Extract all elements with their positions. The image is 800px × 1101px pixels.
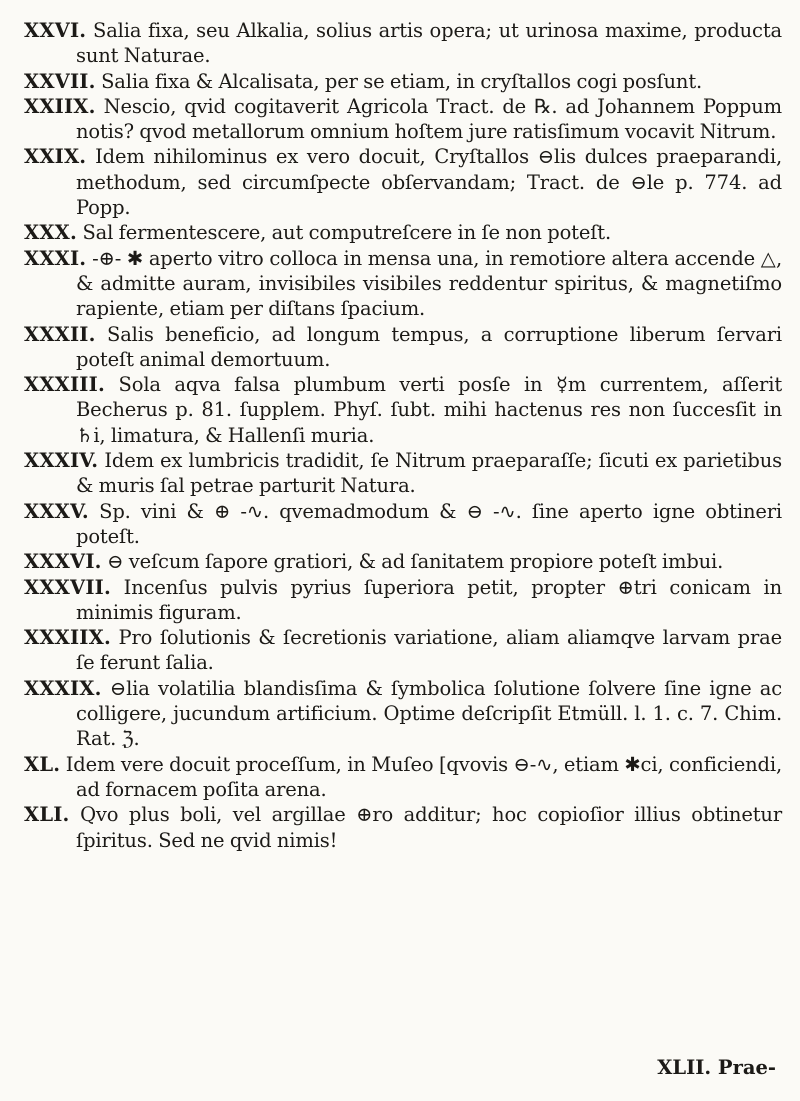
thesis-text: Idem vere docuit proceſſum, in Muſeo [qvovis ⊖-∿, etiam ✱ci, conficiendi, ad fornacem poſita arena.: [65, 752, 782, 801]
thesis-text: Idem ex lumbricis tradidit, ſe Nitrum praeparaſſe; ſicuti ex parietibus & muris ſal petrae parturit Natura.: [76, 449, 782, 498]
thesis-number: XXXIIX.: [24, 626, 111, 650]
thesis-number: XXVII.: [24, 69, 96, 93]
thesis-number: XXX.: [24, 221, 77, 245]
thesis-number: XXXI.: [24, 246, 87, 270]
thesis-item: [24, 752, 782, 803]
thesis-item: [24, 802, 782, 853]
thesis-text: -⊕- ✱ aperto vitro colloca in mensa una, in remotiore altera accende △, & admitte auram, invisibiles visibiles reddentur spiritus, & magnetiſmo rapiente, etiam per diſtans ſpacium.: [76, 246, 783, 321]
thesis-item: [24, 220, 782, 245]
thesis-item: [24, 499, 782, 550]
thesis-item: [24, 625, 782, 676]
thesis-number: XXXV.: [24, 499, 89, 523]
thesis-number: XLI.: [24, 803, 70, 827]
thesis-item: [24, 575, 782, 626]
thesis-text: Idem nihilominus ex vero docuit, Cryſtallos ⊖lis dulces praeparandi, methodum, sed circumſpecte obſervandam; Tract. de ⊖le p. 774. ad Popp.: [76, 145, 782, 220]
thesis-item: [24, 372, 782, 448]
thesis-text: ⊖lia volatilia blandisſima & ſymbolica ſolutione ſolvere ſine igne ac colligere, jucundum artificium. Optime deſcripſit Etmüll. l. 1. c. 7. Chim. Rat. ℨ.: [76, 676, 783, 751]
thesis-number: XL.: [24, 752, 61, 776]
thesis-item: [24, 322, 782, 373]
catchword: XLII. Prae-: [657, 1056, 776, 1079]
thesis-number: XXXIII.: [24, 373, 105, 397]
thesis-text: Salia fixa & Alcalisata, per se etiam, in cryſtallos cogi posſunt.: [101, 69, 703, 93]
thesis-text: ⊖ veſcum ſapore gratiori, & ad ſanitatem propiore poteſt imbui.: [107, 550, 724, 574]
thesis-number: XXXIX.: [24, 676, 102, 700]
thesis-text: Salis beneficio, ad longum tempus, a corruptione liberum ſervari poteſt animal demortuum.: [76, 322, 782, 371]
thesis-text: Sal fermentescere, aut computreſcere in ſe non poteſt.: [82, 221, 612, 245]
thesis-item: [24, 144, 782, 220]
thesis-item: [24, 448, 782, 499]
thesis-list: [24, 18, 782, 853]
thesis-text: Salia fixa, seu Alkalia, solius artis opera; ut urinosa maxime, producta sunt Naturae.: [76, 19, 782, 68]
thesis-text: Qvo plus boli, vel argillae ⊕ro additur; hoc copioſior illius obtinetur ſpiritus. Sed ne qvid nimis!: [76, 803, 782, 852]
thesis-number: XXXIV.: [24, 449, 99, 473]
thesis-item: [24, 18, 782, 69]
thesis-text: Nescio, qvid cogitaverit Agricola Tract. de ℞. ad Johannem Poppum notis? qvod metallorum omnium hoſtem jure ratisſimum vocavit Nitrum.: [76, 94, 783, 144]
thesis-number: XXXVI.: [24, 550, 102, 574]
thesis-item: [24, 94, 782, 145]
thesis-item: [24, 246, 782, 322]
thesis-number: XXIIX.: [24, 94, 96, 118]
thesis-item: [24, 676, 782, 752]
thesis-item: [24, 549, 782, 574]
thesis-item: [24, 69, 782, 94]
thesis-number: XXXII.: [24, 322, 96, 346]
thesis-number: XXVI.: [24, 19, 87, 42]
thesis-text: Pro ſolutionis & ſecretionis variatione, aliam aliamqve larvam prae ſe ferunt ſalia.: [76, 626, 782, 675]
thesis-number: XXIX.: [24, 145, 87, 169]
thesis-text: Sola aqva falsa plumbum verti posſe in ☿m currentem, aſſerit Becherus p. 81. ſupplem. Phyſ. ſubt. mihi hactenus res non ſuccesſit in ♄i, limatura, & Hallenſi muria.: [76, 373, 783, 447]
thesis-text: Sp. vini & ⊕ -∿. qvemadmodum & ⊖ -∿. ſine aperto igne obtineri poteſt.: [76, 499, 782, 548]
thesis-text: Incenſus pulvis pyrius ſuperiora petit, propter ⊕tri conicam in minimis figuram.: [76, 575, 782, 624]
thesis-number: XXXVII.: [24, 575, 111, 599]
